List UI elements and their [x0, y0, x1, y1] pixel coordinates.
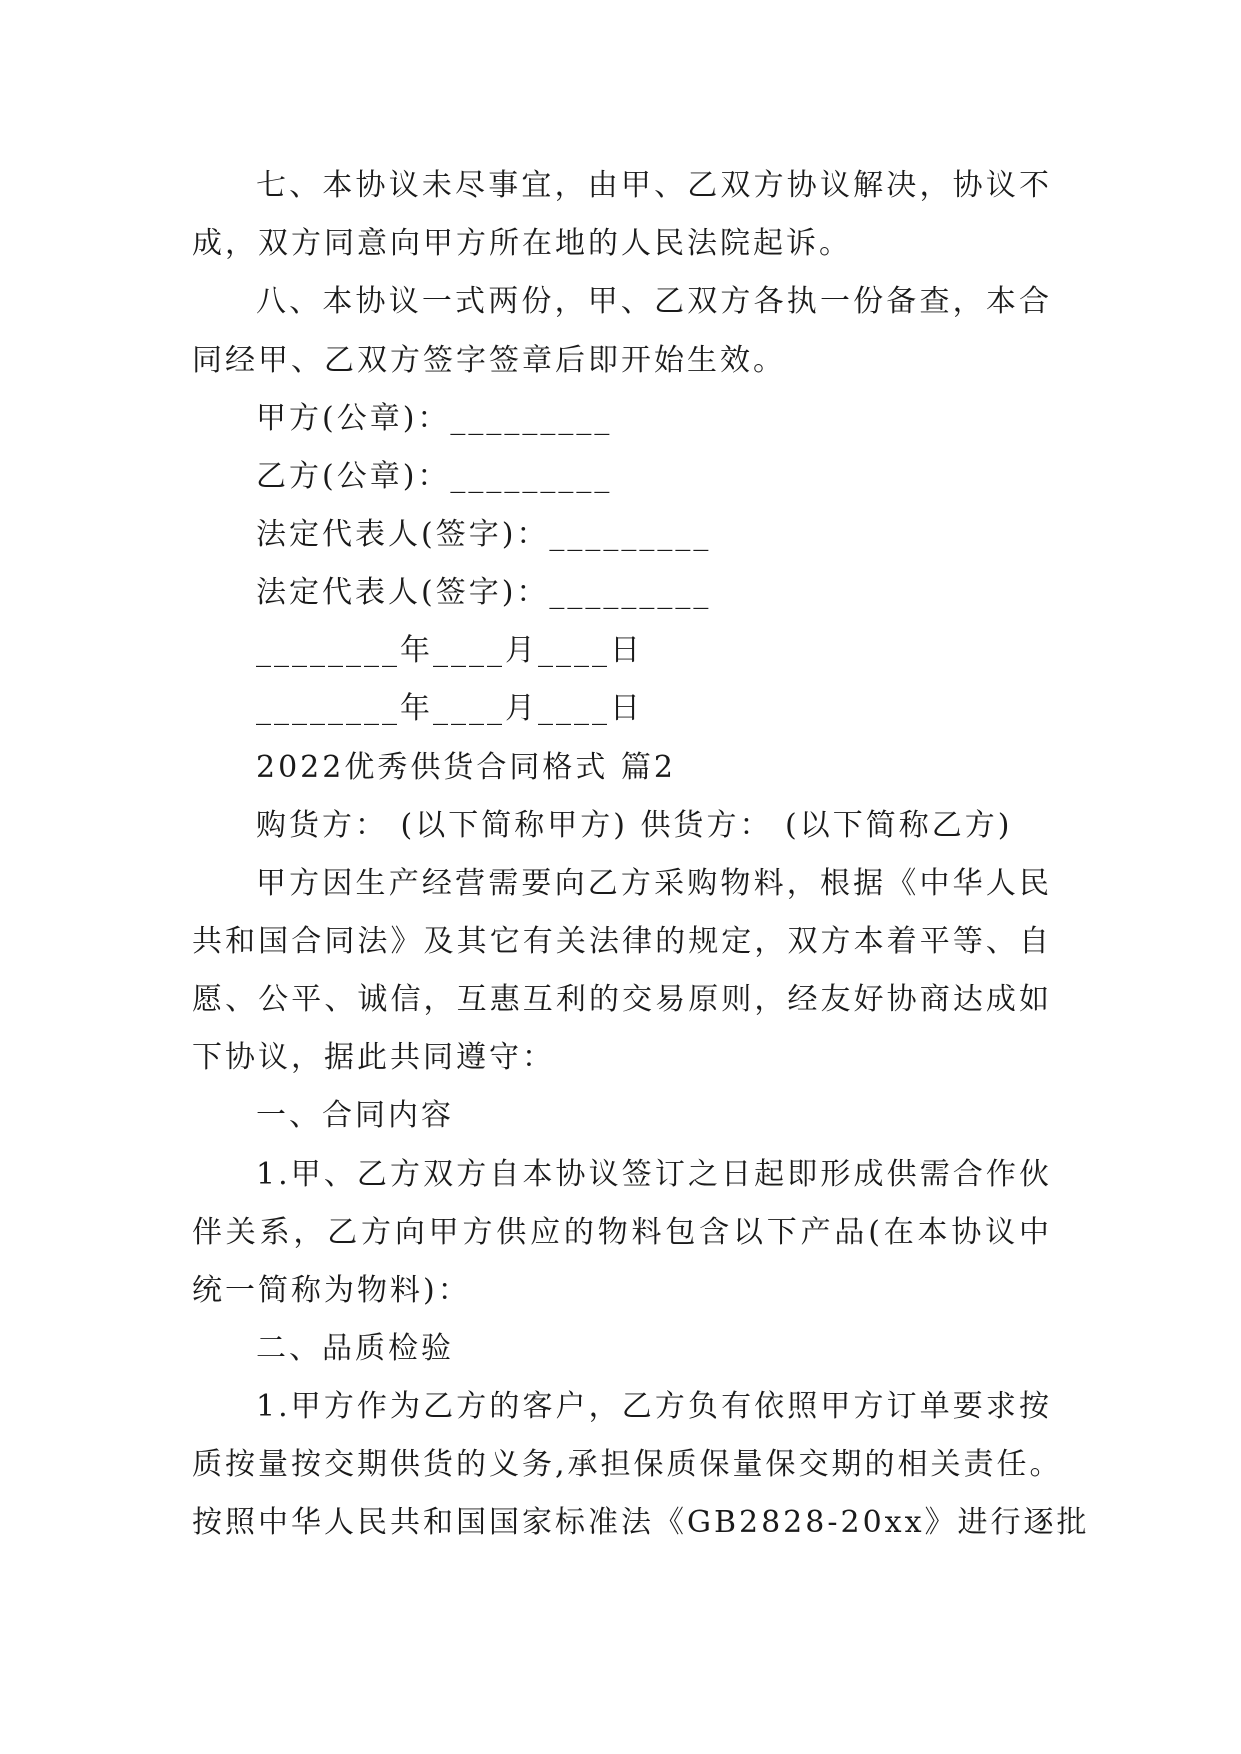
section-title: 2022优秀供货合同格式 篇2: [256, 750, 676, 785]
paragraph-line: 八、本协议一式两份，甲、乙双方各执一份备查，本合: [256, 284, 1052, 319]
paragraph-line: 下协议，据此共同遵守：: [192, 1040, 555, 1075]
date-line: ________年____月____日: [256, 633, 643, 668]
paragraph-line: 1.甲、乙方双方自本协议签订之日起即形成供需合作伙: [256, 1157, 1052, 1192]
paragraph-line: 成，双方同意向甲方所在地的人民法院起诉。: [192, 226, 852, 261]
paragraph-line: 七、本协议未尽事宜，由甲、乙双方协议解决，协议不: [256, 168, 1052, 203]
section-heading: 二、品质检验: [256, 1331, 454, 1366]
signature-line-representative: 法定代表人(签字)：_________: [256, 575, 712, 610]
signature-line-representative: 法定代表人(签字)：_________: [256, 517, 712, 552]
paragraph-line: 1.甲方作为乙方的客户，乙方负有依照甲方订单要求按: [256, 1389, 1052, 1424]
parties-line: 购货方： (以下简称甲方) 供货方： (以下简称乙方): [256, 808, 1013, 843]
paragraph-line: 愿、公平、诚信，互惠互利的交易原则，经友好协商达成如: [192, 982, 1052, 1017]
paragraph-line: 共和国合同法》及其它有关法律的规定，双方本着平等、自: [192, 924, 1052, 959]
paragraph-line: 伴关系，乙方向甲方供应的物料包含以下产品(在本协议中: [192, 1215, 1052, 1250]
paragraph-line: 甲方因生产经营需要向乙方采购物料，根据《中华人民: [256, 866, 1052, 901]
paragraph-line: 按照中华人民共和国国家标准法《GB2828-20xx》进行逐批: [192, 1505, 1090, 1540]
section-heading: 一、合同内容: [256, 1098, 454, 1133]
paragraph-line: 质按量按交期供货的义务,承担保质保量保交期的相关责任。: [192, 1447, 1063, 1482]
signature-line-party-b: 乙方(公章)：_________: [256, 459, 613, 494]
signature-line-party-a: 甲方(公章)：_________: [256, 401, 613, 436]
paragraph-line: 统一简称为物料)：: [192, 1273, 471, 1308]
date-line: ________年____月____日: [256, 691, 643, 726]
paragraph-line: 同经甲、乙双方签字签章后即开始生效。: [192, 343, 786, 378]
